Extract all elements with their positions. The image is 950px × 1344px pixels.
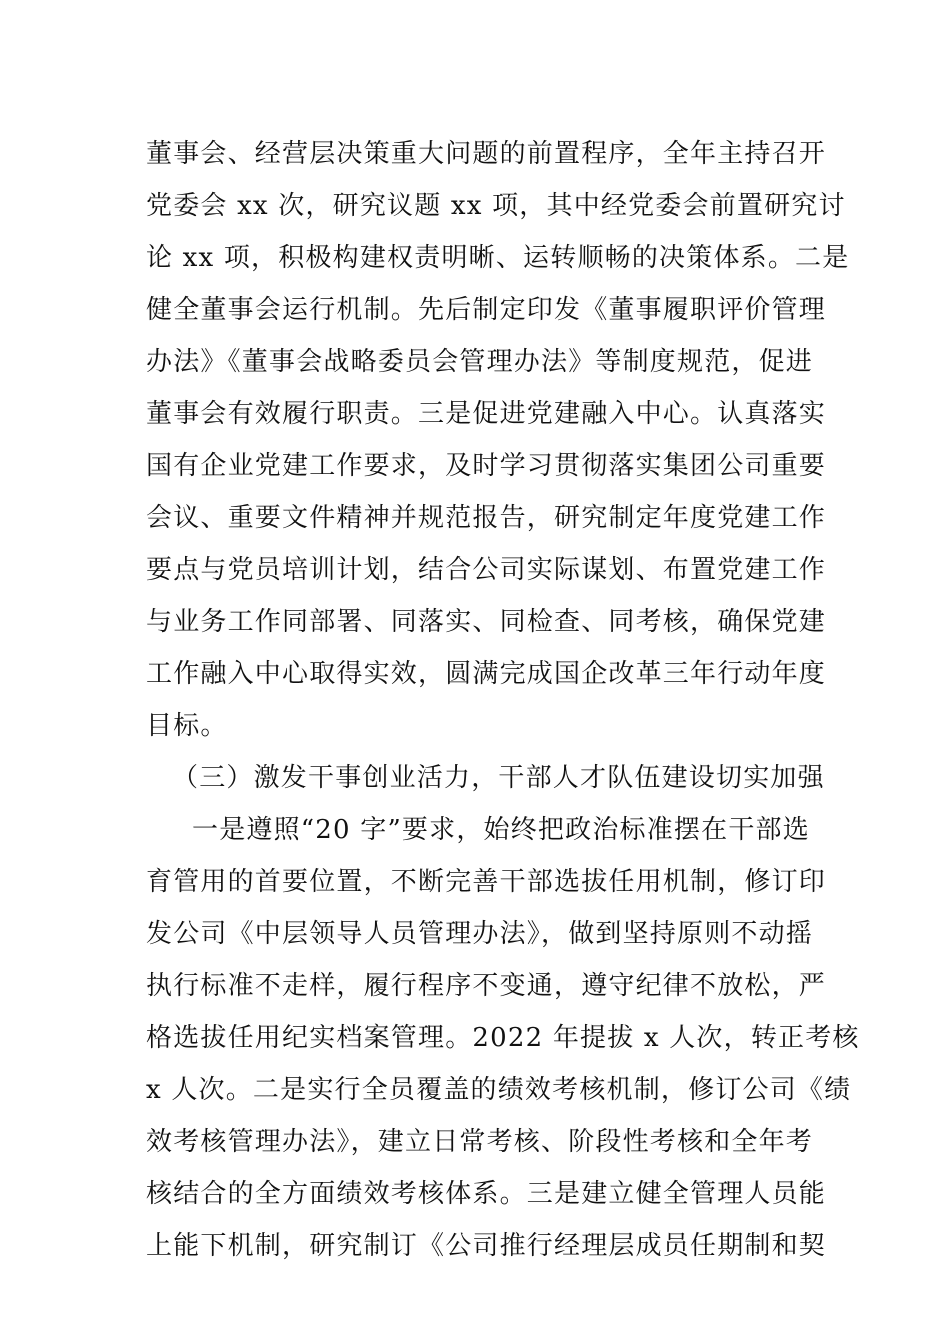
text-line: 发公司《中层领导人员管理办法》，做到坚持原则不动摇 [146, 919, 814, 949]
text-line: 工作融入中心取得实效，圆满完成国企改革三年行动年度 [146, 659, 827, 689]
paragraph-2 [146, 804, 860, 1272]
text-line: 董事会、经营层决策重大问题的前置程序，全年主持召开 [146, 139, 827, 169]
text-line: 论 xx 项，积极构建权责明晰、运转顺畅的决策体系。二是 [146, 243, 850, 273]
text-line: 办法》《董事会战略委员会管理办法》等制度规范，促进 [146, 347, 814, 377]
text-line: 一是遵照“20 字”要求，始终把政治标准摆在干部选 [192, 815, 810, 845]
document-body [146, 128, 860, 1272]
text-line: 党委会 xx 次，研究议题 xx 项，其中经党委会前置研究讨 [146, 191, 846, 221]
text-line: 会议、重要文件精神并规范报告，研究制定年度党建工作 [146, 503, 827, 533]
text-line: 执行标准不走样，履行程序不变通，遵守纪律不放松，严 [146, 971, 827, 1001]
text-line: x 人次。二是实行全员覆盖的绩效考核机制，修订公司《绩 [146, 1075, 852, 1105]
text-line: 格选拔任用纪实档案管理。2022 年提拔 x 人次，转正考核 [146, 1023, 860, 1053]
paragraph-1 [146, 128, 850, 752]
text-line: 育管用的首要位置，不断完善干部选拔任用机制，修订印 [146, 867, 827, 897]
text-line: 上能下机制，研究制订《公司推行经理层成员任期制和契 [146, 1231, 827, 1261]
text-line: 董事会有效履行职责。三是促进党建融入中心。认真落实 [146, 399, 827, 429]
text-line: 国有企业党建工作要求，及时学习贯彻落实集团公司重要 [146, 451, 827, 481]
text-line: 效考核管理办法》，建立日常考核、阶段性考核和全年考 [146, 1127, 814, 1157]
text-line: 与业务工作同部署、同落实、同检查、同考核，确保党建 [146, 607, 827, 637]
section-heading: （三）激发干事创业活力，干部人才队伍建设切实加强 [172, 763, 825, 793]
text-line: 要点与党员培训计划，结合公司实际谋划、布置党建工作 [146, 555, 827, 585]
text-line: 健全董事会运行机制。先后制定印发《董事履职评价管理 [146, 295, 827, 325]
text-line: 核结合的全方面绩效考核体系。三是建立健全管理人员能 [146, 1179, 827, 1209]
text-line: 目标。 [146, 711, 228, 741]
